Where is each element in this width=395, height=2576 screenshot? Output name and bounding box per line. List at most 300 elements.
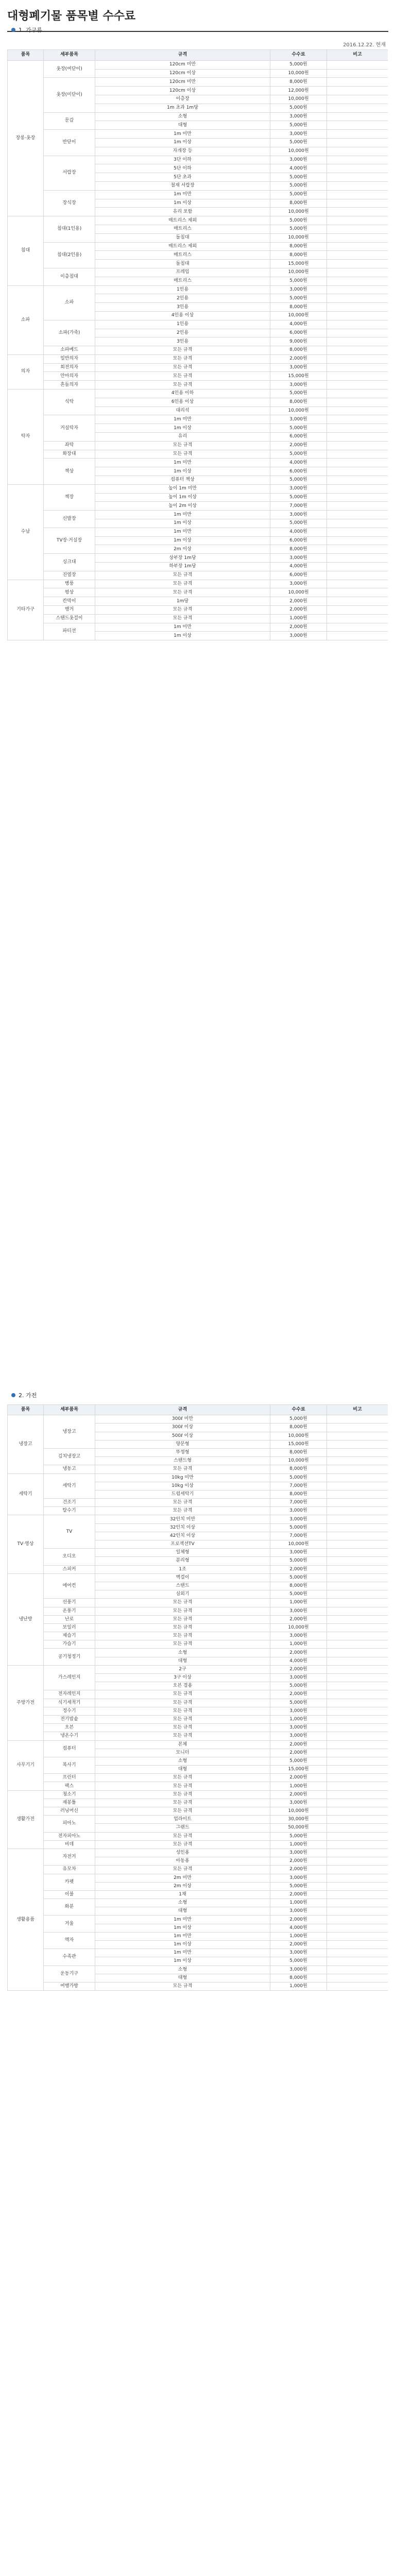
sub-item-cell: 정수기 [44, 1707, 95, 1715]
table-row [8, 130, 388, 139]
fee-cell: 3,000원 [270, 415, 327, 424]
table-row [8, 60, 388, 69]
note-cell [327, 450, 388, 459]
note-cell [327, 381, 388, 389]
spec-cell: 모든 규격 [95, 1724, 270, 1732]
fee-cell: 5,000원 [270, 1957, 327, 1965]
fee-cell: 5,000원 [270, 190, 327, 199]
table-row [8, 1707, 388, 1715]
item-cell: 생활가전 [8, 1790, 44, 1849]
fee-cell: 15,000원 [270, 372, 327, 381]
spec-cell: 모든 규격 [95, 1790, 270, 1799]
fee-cell: 5,000원 [270, 277, 327, 285]
note-cell [327, 1515, 388, 1523]
note-cell [327, 1757, 388, 1765]
note-cell [327, 95, 388, 104]
note-cell [327, 1632, 388, 1640]
fee-cell: 4,000원 [270, 1657, 327, 1665]
note-cell [327, 372, 388, 381]
fee-cell: 4,000원 [270, 320, 327, 329]
fee-cell: 8,000원 [270, 545, 327, 554]
fee-cell: 8,000원 [270, 398, 327, 406]
table-row [8, 571, 388, 580]
spec-cell: 1m 이상 [95, 1924, 270, 1932]
spec-cell: 소형 [95, 1649, 270, 1657]
fee-cell: 10,000원 [270, 1623, 327, 1632]
sub-item-cell: 이층침대 [44, 268, 95, 285]
spec-cell: 모든 규격 [95, 1623, 270, 1632]
fee-cell: 5,000원 [270, 1832, 327, 1840]
spec-cell: 모든 규격 [95, 1782, 270, 1790]
spec-cell: 소형 [95, 112, 270, 121]
fee-table-appliances [7, 1404, 388, 2576]
fee-cell: 7,000원 [270, 1499, 327, 1507]
sub-item-cell: 스피커 [44, 1565, 95, 1573]
sub-item-cell: 러닝머신 [44, 1807, 95, 1816]
fee-cell: 15,000원 [270, 1440, 327, 1448]
fee-cell: 10,000원 [270, 69, 327, 78]
table-row [8, 1565, 388, 1573]
item-cell: 주방가전 [8, 1665, 44, 1740]
sub-item-cell: 복사기 [44, 1757, 95, 1773]
note-cell [327, 164, 388, 173]
table-row [8, 1849, 388, 1857]
sub-item-cell: 김치냉장고 [44, 1448, 95, 1465]
fee-cell: 2,000원 [270, 1866, 327, 1874]
table-row [8, 268, 388, 277]
spec-cell: 뚜껑형 [95, 1448, 270, 1456]
sub-item-cell: 자전거 [44, 1849, 95, 1865]
fee-cell: 4,000원 [270, 459, 327, 467]
spec-cell: 소형 [95, 1899, 270, 1907]
spec-cell: 모든 규격 [95, 1507, 270, 1515]
note-cell [327, 424, 388, 433]
table-row [8, 1699, 388, 1707]
note-cell [327, 1590, 388, 1599]
fee-cell: 8,000원 [270, 251, 327, 260]
fee-cell: 5,000원 [270, 1590, 327, 1599]
fee-cell: 8,000원 [270, 1974, 327, 1982]
table-row [8, 1473, 388, 1482]
note-cell [327, 1682, 388, 1690]
sub-item-cell: 수족관 [44, 1949, 95, 1965]
fee-cell: 3,000원 [270, 1674, 327, 1682]
table-row [8, 554, 388, 563]
table-row [8, 1715, 388, 1723]
spec-cell: 2인용 [95, 294, 270, 303]
note-cell [327, 199, 388, 208]
sub-item-cell: 회전의자 [44, 363, 95, 372]
note-cell [327, 614, 388, 623]
note-cell [327, 1540, 388, 1549]
table-row [8, 1982, 388, 1990]
spec-cell: 분리형 [95, 1557, 270, 1565]
spec-cell: 대형 [95, 1974, 270, 1982]
note-cell [327, 337, 388, 346]
fee-cell: 5,000원 [270, 1699, 327, 1707]
note-cell [327, 1715, 388, 1723]
note-cell [327, 268, 388, 277]
spec-cell: 1m 이상 [95, 467, 270, 476]
sub-item-cell: 병풍 [44, 580, 95, 588]
note-cell [327, 1457, 388, 1465]
fee-cell: 15,000원 [270, 1766, 327, 1774]
spec-cell: 3인용 [95, 303, 270, 312]
note-cell [327, 260, 388, 268]
note-cell [327, 398, 388, 406]
table-row [8, 346, 388, 355]
spec-cell: 1m 이상 [95, 1957, 270, 1965]
spec-cell: 300ℓ 이상 [95, 1423, 270, 1432]
sub-item-cell: 식탁 [44, 389, 95, 415]
column-header: 비고 [327, 1405, 388, 1415]
note-cell [327, 294, 388, 303]
spec-cell: 5단 초과 [95, 173, 270, 182]
fee-cell: 5,000원 [270, 424, 327, 433]
item-cell: 장롱·옷장 [8, 60, 44, 216]
spec-cell: 2m 이상 [95, 545, 270, 554]
sub-item-cell: 책상 [44, 459, 95, 484]
fee-cell: 2,000원 [270, 1690, 327, 1699]
spec-cell: 10kg 이상 [95, 1482, 270, 1490]
note-cell [327, 1974, 388, 1982]
spec-cell: 1m 미만 [95, 459, 270, 467]
sub-item-cell: 평상 [44, 588, 95, 597]
spec-cell: 300ℓ 미만 [95, 1415, 270, 1423]
spec-cell: 모든 규격 [95, 1707, 270, 1715]
note-cell [327, 1657, 388, 1665]
fee-cell: 8,000원 [270, 1448, 327, 1456]
spec-cell: 본체 [95, 1740, 270, 1749]
note-cell [327, 1724, 388, 1732]
note-cell [327, 493, 388, 502]
spec-cell: 32인치 미만 [95, 1515, 270, 1523]
fee-cell: 2,000원 [270, 354, 327, 363]
spec-cell: 모든 규격 [95, 1840, 270, 1849]
fee-cell: 3,000원 [270, 1874, 327, 1882]
spec-cell: 120cm 미만 [95, 78, 270, 87]
note-cell [327, 519, 388, 528]
spec-cell: 모든 규격 [95, 372, 270, 381]
sub-item-cell: 문갑 [44, 112, 95, 130]
fee-cell: 10,000원 [270, 1432, 327, 1440]
fee-cell: 10,000원 [270, 1457, 327, 1465]
fee-cell: 3,000원 [270, 1732, 327, 1740]
spec-cell: 모든 규격 [95, 363, 270, 372]
note-cell [327, 1790, 388, 1799]
fee-cell: 3,000원 [270, 554, 327, 563]
spec-cell: 120cm 이상 [95, 69, 270, 78]
note-cell [327, 147, 388, 156]
spec-cell: 120cm 미만 [95, 60, 270, 69]
sub-item-cell: TV [44, 1515, 95, 1549]
sub-item-cell: 유모차 [44, 1866, 95, 1874]
table-row [8, 1448, 388, 1456]
date-note: 2016.12.22. 현재 [343, 42, 386, 48]
table-header-row [8, 50, 388, 61]
table-row [8, 1899, 388, 1907]
sub-item-cell: 공기청정기 [44, 1649, 95, 1665]
spec-cell: 모든 규격 [95, 1615, 270, 1623]
sub-item-cell: 선풍기 [44, 1599, 95, 1607]
fee-cell: 10,000원 [270, 233, 327, 242]
spec-cell: 대형 [95, 1657, 270, 1665]
spec-cell: 스탠드 [95, 1582, 270, 1590]
note-cell [327, 1949, 388, 1957]
note-cell [327, 69, 388, 78]
fee-cell: 2,000원 [270, 1665, 327, 1673]
note-cell [327, 1523, 388, 1532]
spec-cell: 철재 서랍장 [95, 181, 270, 190]
note-cell [327, 580, 388, 588]
table-row [8, 112, 388, 121]
fee-cell: 2,000원 [270, 441, 327, 450]
fee-cell: 1,000원 [270, 1840, 327, 1849]
sub-item-cell: 칸막이 [44, 597, 95, 606]
note-cell [327, 130, 388, 139]
table-row [8, 216, 388, 225]
note-cell [327, 311, 388, 320]
item-cell: 생활용품 [8, 1849, 44, 1990]
fee-cell: 2,000원 [270, 1916, 327, 1924]
table-row [8, 1740, 388, 1749]
fee-cell: 2,000원 [270, 623, 327, 632]
spec-cell: 모든 규격 [95, 580, 270, 588]
sub-item-cell: 피아노 [44, 1816, 95, 1832]
note-cell [327, 225, 388, 233]
note-cell [327, 1665, 388, 1673]
table-row [8, 1599, 388, 1607]
spec-cell: 1m 미만 [95, 1916, 270, 1924]
spec-cell: 하부장 1m당 [95, 563, 270, 571]
fee-cell: 3,000원 [270, 1549, 327, 1557]
spec-cell: 1m 이상 [95, 424, 270, 433]
note-cell [327, 563, 388, 571]
table-row [8, 372, 388, 381]
sub-item-cell: 화장대 [44, 450, 95, 459]
table-row [8, 441, 388, 450]
note-cell [327, 1824, 388, 1832]
section-title-text: 1. 가구류 [19, 27, 42, 33]
sub-item-cell: 책장 [44, 484, 95, 510]
sub-item-cell: 오븐 [44, 1724, 95, 1732]
fee-cell: 2,000원 [270, 1941, 327, 1949]
spec-cell: 상부장 1m당 [95, 554, 270, 563]
note-cell [327, 285, 388, 294]
spec-cell: 실외기 [95, 1590, 270, 1599]
fee-cell: 3,000원 [270, 580, 327, 588]
spec-cell: 모든 규격 [95, 1832, 270, 1840]
spec-cell: 모든 규격 [95, 1465, 270, 1473]
sub-item-cell: 가스레인지 [44, 1665, 95, 1690]
note-cell [327, 484, 388, 493]
item-cell: 사무기기 [8, 1740, 44, 1790]
fee-cell: 5,000원 [270, 60, 327, 69]
fee-cell: 10,000원 [270, 268, 327, 277]
spec-cell: 1m 미만 [95, 190, 270, 199]
fee-cell: 3,000원 [270, 484, 327, 493]
spec-cell: 3인용 [95, 337, 270, 346]
spec-cell: 모든 규격 [95, 1632, 270, 1640]
note-cell [327, 1507, 388, 1515]
fee-cell: 5,000원 [270, 181, 327, 190]
spec-cell: 벽걸이 [95, 1573, 270, 1582]
note-cell [327, 1957, 388, 1965]
fee-cell: 2,000원 [270, 1615, 327, 1623]
note-cell [327, 1799, 388, 1807]
fee-cell: 5,000원 [270, 519, 327, 528]
spec-cell: 자개장 등 [95, 147, 270, 156]
spec-cell: 1m 미만 [95, 415, 270, 424]
note-cell [327, 415, 388, 424]
fee-cell: 3,000원 [270, 381, 327, 389]
note-cell [327, 1482, 388, 1490]
note-cell [327, 1707, 388, 1715]
sub-item-cell: 프린터 [44, 1774, 95, 1782]
spec-cell: 양문형 [95, 1440, 270, 1448]
column-header: 규격 [95, 50, 270, 61]
note-cell [327, 329, 388, 337]
table-row [8, 588, 388, 597]
table-row [8, 1573, 388, 1582]
spec-cell: 매트리스 [95, 225, 270, 233]
fee-cell: 8,000원 [270, 242, 327, 251]
note-cell [327, 303, 388, 312]
spec-cell: 모든 규격 [95, 1732, 270, 1740]
spec-cell: 모든 규격 [95, 354, 270, 363]
note-cell [327, 545, 388, 554]
fee-cell: 2,000원 [270, 1774, 327, 1782]
note-cell [327, 597, 388, 606]
note-cell [327, 1582, 388, 1590]
note-cell [327, 1649, 388, 1657]
sub-item-cell: 냉온수기 [44, 1732, 95, 1740]
section-title-appliances [11, 1391, 37, 1400]
spec-cell: 1m 미만 [95, 528, 270, 536]
table-row [8, 450, 388, 459]
spec-cell: 3단 이하 [95, 156, 270, 164]
spec-cell: 1인용 [95, 320, 270, 329]
note-cell [327, 502, 388, 511]
sub-item-cell: 소파베드 [44, 346, 95, 355]
fee-cell: 3,000원 [270, 1724, 327, 1732]
spec-cell: 모니터 [95, 1749, 270, 1757]
note-cell [327, 1982, 388, 1990]
table-row [8, 1732, 388, 1740]
spec-cell: 대형 [95, 1766, 270, 1774]
note-cell [327, 208, 388, 216]
note-cell [327, 216, 388, 225]
note-cell [327, 104, 388, 112]
note-cell [327, 181, 388, 190]
spec-cell: 그랜드 [95, 1824, 270, 1832]
table-row [8, 78, 388, 87]
note-cell [327, 1857, 388, 1866]
note-cell [327, 571, 388, 580]
note-cell [327, 1623, 388, 1632]
spec-cell: 모든 규격 [95, 1774, 270, 1782]
note-cell [327, 433, 388, 442]
fee-cell: 4,000원 [270, 528, 327, 536]
table-row [8, 1507, 388, 1515]
fee-cell: 3,000원 [270, 1965, 327, 1974]
spec-cell: 10kg 미만 [95, 1473, 270, 1482]
note-cell [327, 1532, 388, 1540]
sub-item-cell: 일반의자 [44, 354, 95, 363]
note-cell [327, 623, 388, 632]
sub-item-cell: 화분 [44, 1899, 95, 1916]
fee-cell: 2,000원 [270, 1890, 327, 1899]
table-row [8, 1932, 388, 1940]
fee-cell: 3,000원 [270, 285, 327, 294]
fee-cell: 30,000원 [270, 1816, 327, 1824]
note-cell [327, 1415, 388, 1423]
spec-cell: 유리 [95, 433, 270, 442]
sub-item-cell: 옷장(미닫이) [44, 78, 95, 112]
table-row [8, 354, 388, 363]
note-cell [327, 1882, 388, 1890]
note-cell [327, 1740, 388, 1749]
section-title-text: 2. 가전 [19, 1392, 37, 1399]
note-cell [327, 441, 388, 450]
spec-cell: 모든 규격 [95, 1866, 270, 1874]
note-cell [327, 87, 388, 95]
note-cell [327, 156, 388, 164]
sub-item-cell: 옷장(여닫이) [44, 60, 95, 78]
table-row [8, 285, 388, 294]
spec-cell: 유리 포함 [95, 208, 270, 216]
column-header: 수수료 [270, 50, 327, 61]
table-row [8, 580, 388, 588]
spec-cell: 모든 규격 [95, 441, 270, 450]
sub-item-cell: 서랍장 [44, 156, 95, 190]
fee-cell: 5,000원 [270, 294, 327, 303]
table-row [8, 1615, 388, 1623]
note-cell [327, 346, 388, 355]
column-header: 비고 [327, 50, 388, 61]
note-cell [327, 1840, 388, 1849]
fee-cell: 3,000원 [270, 1607, 327, 1615]
fee-cell: 8,000원 [270, 199, 327, 208]
table-row [8, 1632, 388, 1640]
column-header: 품목 [8, 50, 44, 61]
note-cell [327, 528, 388, 536]
spec-cell: 이층장 [95, 95, 270, 104]
item-cell: TV·영상 [8, 1515, 44, 1573]
spec-cell: 일체형 [95, 1549, 270, 1557]
sub-item-cell: 거실탁자 [44, 415, 95, 441]
fee-cell: 5,000원 [270, 476, 327, 485]
table-row [8, 1840, 388, 1849]
sub-item-cell: 온풍기 [44, 1607, 95, 1615]
spec-cell: 모든 규격 [95, 450, 270, 459]
fee-cell: 6,000원 [270, 571, 327, 580]
fee-cell: 6,000원 [270, 329, 327, 337]
fee-cell: 2,000원 [270, 1565, 327, 1573]
fee-cell: 3,000원 [270, 632, 327, 640]
note-cell [327, 1766, 388, 1774]
spec-cell: 업라이트 [95, 1816, 270, 1824]
spec-cell: 모든 규격 [95, 1982, 270, 1990]
note-cell [327, 1899, 388, 1907]
fee-cell: 8,000원 [270, 1490, 327, 1498]
sub-item-cell: 팩스 [44, 1782, 95, 1790]
sub-item-cell: 싱크대 [44, 554, 95, 571]
note-cell [327, 1599, 388, 1607]
fee-cell: 4,000원 [270, 563, 327, 571]
fee-cell: 1,000원 [270, 1982, 327, 1990]
spec-cell: 2m 이상 [95, 1882, 270, 1890]
